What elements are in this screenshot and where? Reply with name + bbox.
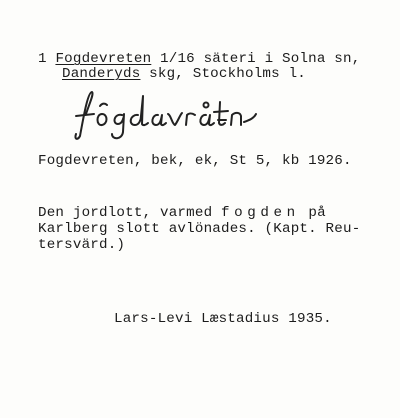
- header-line-1-rest: 1/16 säteri i Solna sn,: [160, 51, 361, 67]
- header-line-2: [62, 66, 306, 82]
- classification-line: Fogdevreten, bek, ek, St 5, kb 1926.: [38, 153, 352, 169]
- explanation-line-2: Karlberg slott avlönades. (Kapt. Reu-: [38, 221, 361, 237]
- parish-name: Danderyds: [62, 66, 141, 82]
- header-line-1: [38, 51, 360, 67]
- handwriting-drawing: [68, 84, 278, 144]
- header-line-2-rest: skg, Stockholms l.: [149, 66, 307, 82]
- emphasized-word: fogden: [221, 205, 300, 221]
- explanation-line-3: tersvärd.): [38, 237, 126, 253]
- explanation-line-1: [38, 205, 326, 221]
- explanation-line-1-end: på: [299, 205, 326, 221]
- handwritten-place-name: [68, 84, 278, 144]
- entry-number: 1: [38, 51, 47, 67]
- explanation-line-1-start: Den jordlott, varmed: [38, 205, 221, 221]
- signature-line: Lars-Levi Læstadius 1935.: [114, 311, 332, 327]
- place-name: Fogdevreten: [55, 51, 152, 67]
